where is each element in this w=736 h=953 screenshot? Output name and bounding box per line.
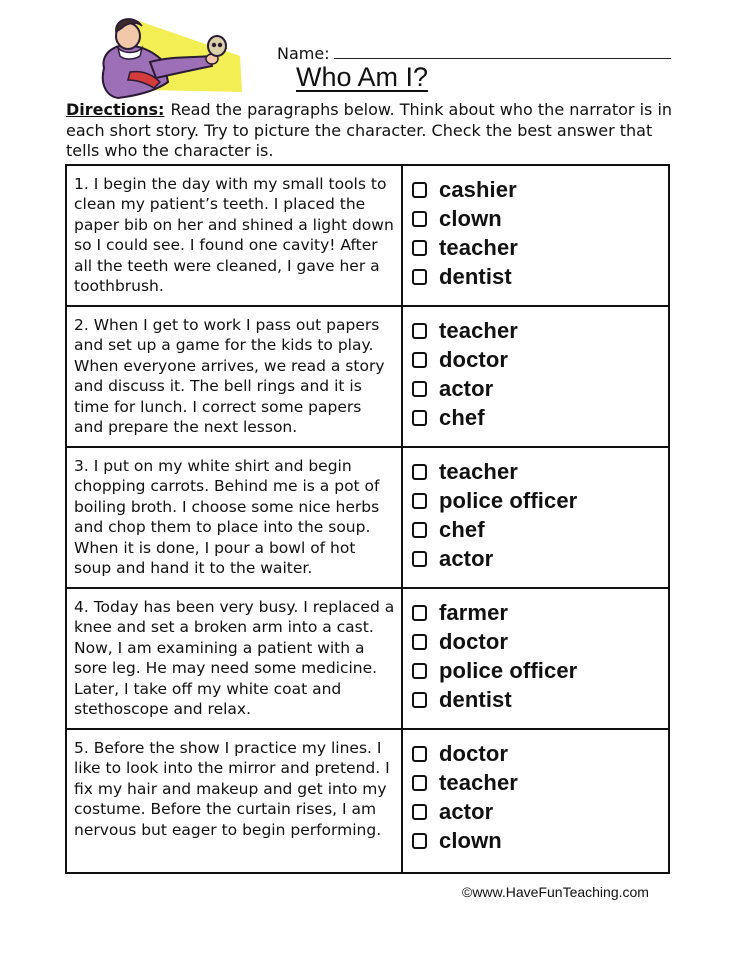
answer-options	[405, 175, 667, 291]
answer-option[interactable]	[405, 374, 667, 403]
answer-option[interactable]	[405, 544, 667, 573]
checkbox-icon[interactable]	[412, 269, 427, 285]
checkbox-icon[interactable]	[412, 381, 427, 397]
answer-option[interactable]	[405, 233, 667, 262]
directions-label: Directions:	[66, 100, 165, 119]
name-field[interactable]	[277, 44, 671, 63]
option-label: chef	[439, 404, 485, 430]
option-label: actor	[439, 545, 494, 571]
story-text: 3. I put on my white shirt and begin chopping carrots. Behind me is a pot of boiling broth. I choose some nice herbs and chop them to place into the soup. When it is done, I pour a bowl of hot soup and hand it to the waiter.	[67, 448, 403, 587]
option-label: teacher	[439, 769, 518, 795]
story-text: 5. Before the show I practice my lines. I like to look into the mirror and pretend. I fix my hair and makeup and get into my costume. Before the curtain rises, I am nervous but eager to begin performing.	[67, 730, 403, 872]
option-label: police officer	[439, 657, 578, 683]
answer-option[interactable]	[405, 797, 667, 826]
checkbox-icon[interactable]	[412, 464, 427, 480]
checkbox-icon[interactable]	[412, 605, 427, 621]
checkbox-icon[interactable]	[412, 551, 427, 567]
name-blank-line[interactable]	[334, 44, 671, 59]
directions-text: Read the paragraphs below. Think about who the narrator is in each short story. Try to picture the character. Check the best answer that tells who the character is.	[66, 100, 673, 160]
checkbox-icon[interactable]	[412, 182, 427, 198]
answer-option[interactable]	[405, 457, 667, 486]
answer-options	[405, 739, 667, 855]
option-label: doctor	[439, 346, 509, 372]
option-label: teacher	[439, 458, 518, 484]
option-label: cashier	[439, 176, 517, 202]
option-label: police officer	[439, 487, 578, 513]
answer-option[interactable]	[405, 627, 667, 656]
copyright-footer: ©www.HaveFunTeaching.com	[462, 884, 649, 900]
name-label: Name:	[277, 44, 330, 63]
answer-option[interactable]	[405, 262, 667, 291]
answer-option[interactable]	[405, 345, 667, 374]
checkbox-icon[interactable]	[412, 211, 427, 227]
story-text: 4. Today has been very busy. I replaced a knee and set a broken arm into a cast. Now, I am examining a patient with a sore leg. He may need some medicine. Later, I take off my white coat and stethoscope and relax.	[67, 589, 403, 728]
checkbox-icon[interactable]	[412, 323, 427, 339]
page-title: Who Am I?	[296, 62, 429, 92]
option-label: doctor	[439, 628, 509, 654]
answer-options	[405, 457, 667, 573]
option-label: farmer	[439, 599, 509, 625]
answer-option[interactable]	[405, 598, 667, 627]
answer-option[interactable]	[405, 656, 667, 685]
answer-option[interactable]	[405, 826, 667, 855]
question-table	[65, 164, 670, 874]
checkbox-icon[interactable]	[412, 240, 427, 256]
answer-option[interactable]	[405, 204, 667, 233]
story-text: 1. I begin the day with my small tools to clean my patient’s teeth. I placed the paper bib on her and shined a light down so I could see. I found one cavity! After all the teeth were cleaned, I gave her a toothbrush.	[67, 166, 403, 305]
question-row	[67, 166, 668, 307]
option-label: chef	[439, 516, 485, 542]
question-row	[67, 448, 668, 589]
answer-options	[405, 316, 667, 432]
checkbox-icon[interactable]	[412, 804, 427, 820]
answer-option[interactable]	[405, 316, 667, 345]
question-row	[67, 589, 668, 730]
option-label: dentist	[439, 686, 512, 712]
option-label: teacher	[439, 234, 518, 260]
actor-with-skull-illustration	[94, 12, 244, 104]
option-label: doctor	[439, 740, 509, 766]
option-label: clown	[439, 827, 502, 853]
option-label: clown	[439, 205, 502, 231]
checkbox-icon[interactable]	[412, 692, 427, 708]
answer-option[interactable]	[405, 685, 667, 714]
checkbox-icon[interactable]	[412, 746, 427, 762]
answer-option[interactable]	[405, 515, 667, 544]
checkbox-icon[interactable]	[412, 352, 427, 368]
question-row	[67, 730, 668, 872]
checkbox-icon[interactable]	[412, 775, 427, 791]
option-label: dentist	[439, 263, 512, 289]
option-label: actor	[439, 798, 494, 824]
question-row	[67, 307, 668, 448]
answer-option[interactable]	[405, 486, 667, 515]
option-label: actor	[439, 375, 494, 401]
answer-option[interactable]	[405, 768, 667, 797]
story-text: 2. When I get to work I pass out papers and set up a game for the kids to play. When everyone arrives, we read a story and discuss it. The bell rings and it is time for lunch. I correct some papers and prepare the next lesson.	[67, 307, 403, 446]
checkbox-icon[interactable]	[412, 493, 427, 509]
option-label: teacher	[439, 317, 518, 343]
answer-option[interactable]	[405, 175, 667, 204]
directions	[66, 100, 676, 162]
answer-option[interactable]	[405, 739, 667, 768]
checkbox-icon[interactable]	[412, 634, 427, 650]
checkbox-icon[interactable]	[412, 410, 427, 426]
checkbox-icon[interactable]	[412, 833, 427, 849]
answer-options	[405, 598, 667, 714]
checkbox-icon[interactable]	[412, 663, 427, 679]
answer-option[interactable]	[405, 403, 667, 432]
checkbox-icon[interactable]	[412, 522, 427, 538]
